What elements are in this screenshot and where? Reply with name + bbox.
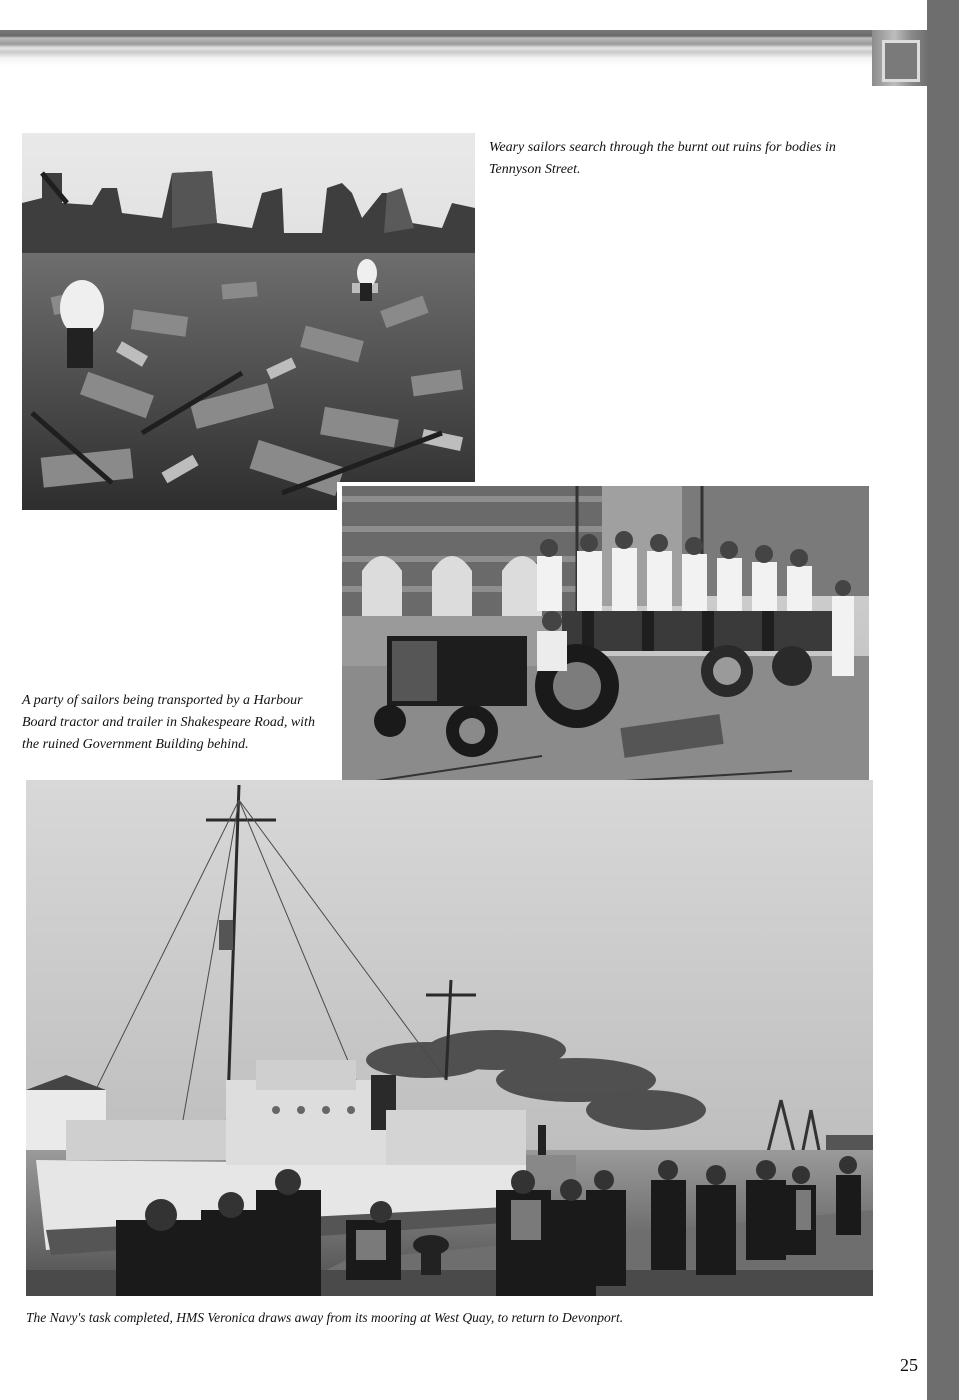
scan-top-margin — [0, 0, 959, 30]
photo-ruins — [22, 133, 475, 510]
scan-corner-inner — [882, 40, 920, 82]
photo-tractor — [342, 486, 869, 800]
ship-photo-graphic — [26, 780, 873, 1296]
page-number: 25 — [900, 1355, 918, 1375]
caption-ruins: Weary sailors search through the burnt out ruins for bodies in Tennyson Street. — [489, 140, 836, 177]
tractor-photo-graphic — [342, 486, 869, 800]
caption-tractor: A party of sailors being transported by a Harbour Board tractor and trailer in Shakespeare Road, with the ruined Government Building behind. — [22, 693, 315, 752]
photo-ship — [26, 780, 873, 1296]
caption-ship: The Navy's task completed, HMS Veronica draws away from its mooring at West Quay, to return to Devonport. — [26, 1310, 624, 1325]
ruins-photo-graphic — [22, 133, 475, 510]
scan-right-border — [927, 0, 959, 1400]
scan-top-border — [0, 30, 930, 66]
